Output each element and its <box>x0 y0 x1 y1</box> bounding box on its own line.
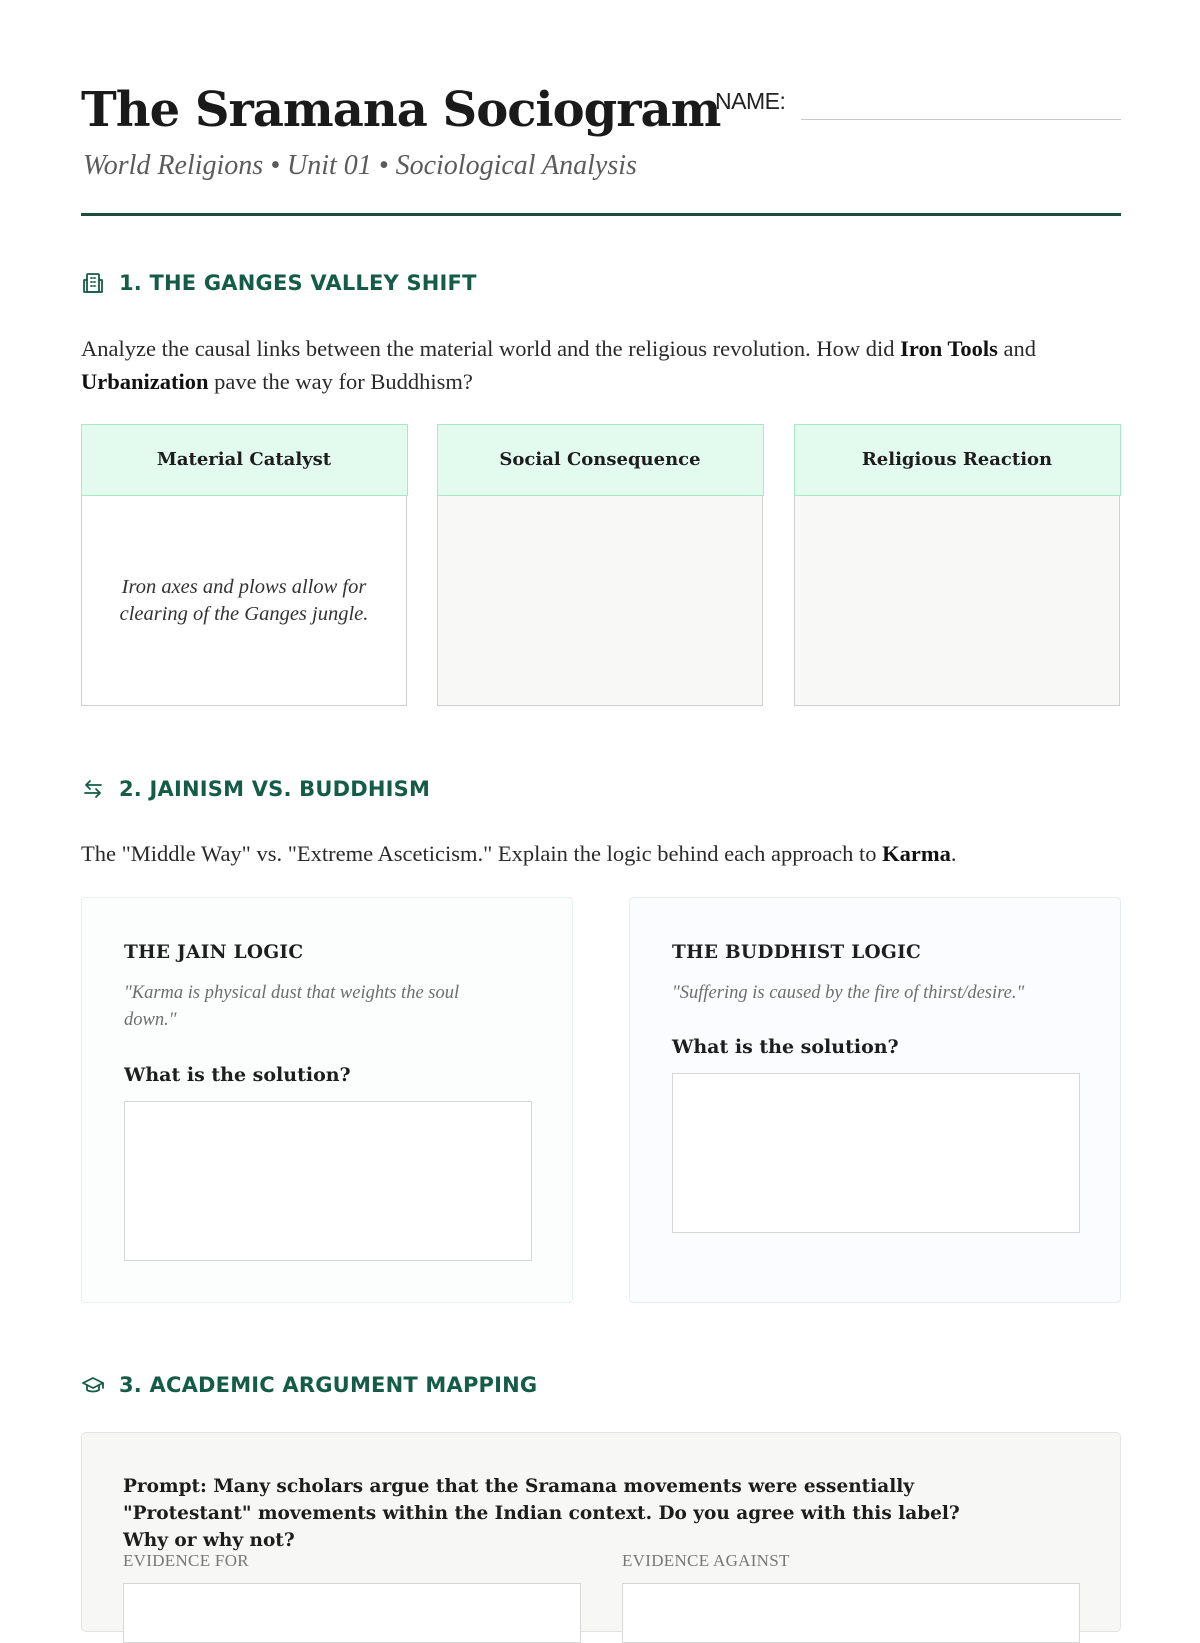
card-quote: "Karma is physical dust that weights the soul down." <box>124 983 460 1030</box>
header-divider <box>81 213 1121 216</box>
card-quote: "Suffering is caused by the fire of thirst/desire." <box>672 983 1025 1003</box>
column-header: Social Consequence <box>437 424 764 496</box>
page-subtitle: World Religions • Unit 01 • Sociological Analysis <box>83 150 637 181</box>
argument-prompt-box <box>81 1432 1121 1632</box>
evidence-for-label: EVIDENCE FOR <box>123 1551 249 1570</box>
buddhist-logic-card <box>629 897 1121 1303</box>
section-1-heading <box>81 271 477 295</box>
column-religious-reaction[interactable] <box>794 424 1120 706</box>
evidence-against-label: EVIDENCE AGAINST <box>622 1551 790 1570</box>
section-2-intro: The "Middle Way" vs. "Extreme Asceticism." Explain the logic behind each approach to Karma. <box>81 841 957 866</box>
column-answer-area[interactable] <box>795 496 1119 706</box>
jain-logic-card <box>81 897 573 1303</box>
card-title: THE BUDDHIST LOGIC <box>672 942 922 963</box>
column-header: Religious Reaction <box>794 424 1121 496</box>
section-1-intro: Analyze the causal links between the material world and the religious revolution. How did Iron Tools and Urbanization pave the way for Buddhism? <box>81 336 1037 394</box>
graduation-cap-icon <box>81 1373 105 1397</box>
section-2-title: 2. JAINISM VS. BUDDHISM <box>119 777 431 801</box>
section-1-title: 1. THE GANGES VALLEY SHIFT <box>119 271 477 295</box>
jain-answer-box[interactable] <box>124 1101 532 1261</box>
name-field[interactable] <box>801 119 1121 120</box>
card-title: THE JAIN LOGIC <box>124 942 304 963</box>
column-answer-area[interactable] <box>438 496 762 706</box>
evidence-for-box[interactable] <box>123 1583 581 1643</box>
section-2-heading <box>81 777 430 801</box>
buddhist-answer-box[interactable] <box>672 1073 1080 1233</box>
column-body: Iron axes and plows allow for clearing of the Ganges jungle. <box>119 575 369 625</box>
column-material-catalyst <box>81 424 407 706</box>
section-3-heading <box>81 1373 537 1397</box>
column-header: Material Catalyst <box>81 424 408 496</box>
building-icon <box>81 271 105 295</box>
column-social-consequence[interactable] <box>437 424 763 706</box>
evidence-against-box[interactable] <box>622 1583 1080 1643</box>
section-3-title: 3. ACADEMIC ARGUMENT MAPPING <box>119 1373 538 1397</box>
page-title: The Sramana Sociogram <box>81 82 721 138</box>
card-question: What is the solution? <box>672 1036 899 1058</box>
name-label: NAME: <box>715 88 786 114</box>
card-question: What is the solution? <box>124 1064 351 1086</box>
argument-prompt: Prompt: Many scholars argue that the Sramana movements were essentially "Protestant" movements within the Indian context. Do you agree with this label? Why or why not? <box>123 1476 960 1551</box>
arrows-swap-icon <box>81 777 105 801</box>
